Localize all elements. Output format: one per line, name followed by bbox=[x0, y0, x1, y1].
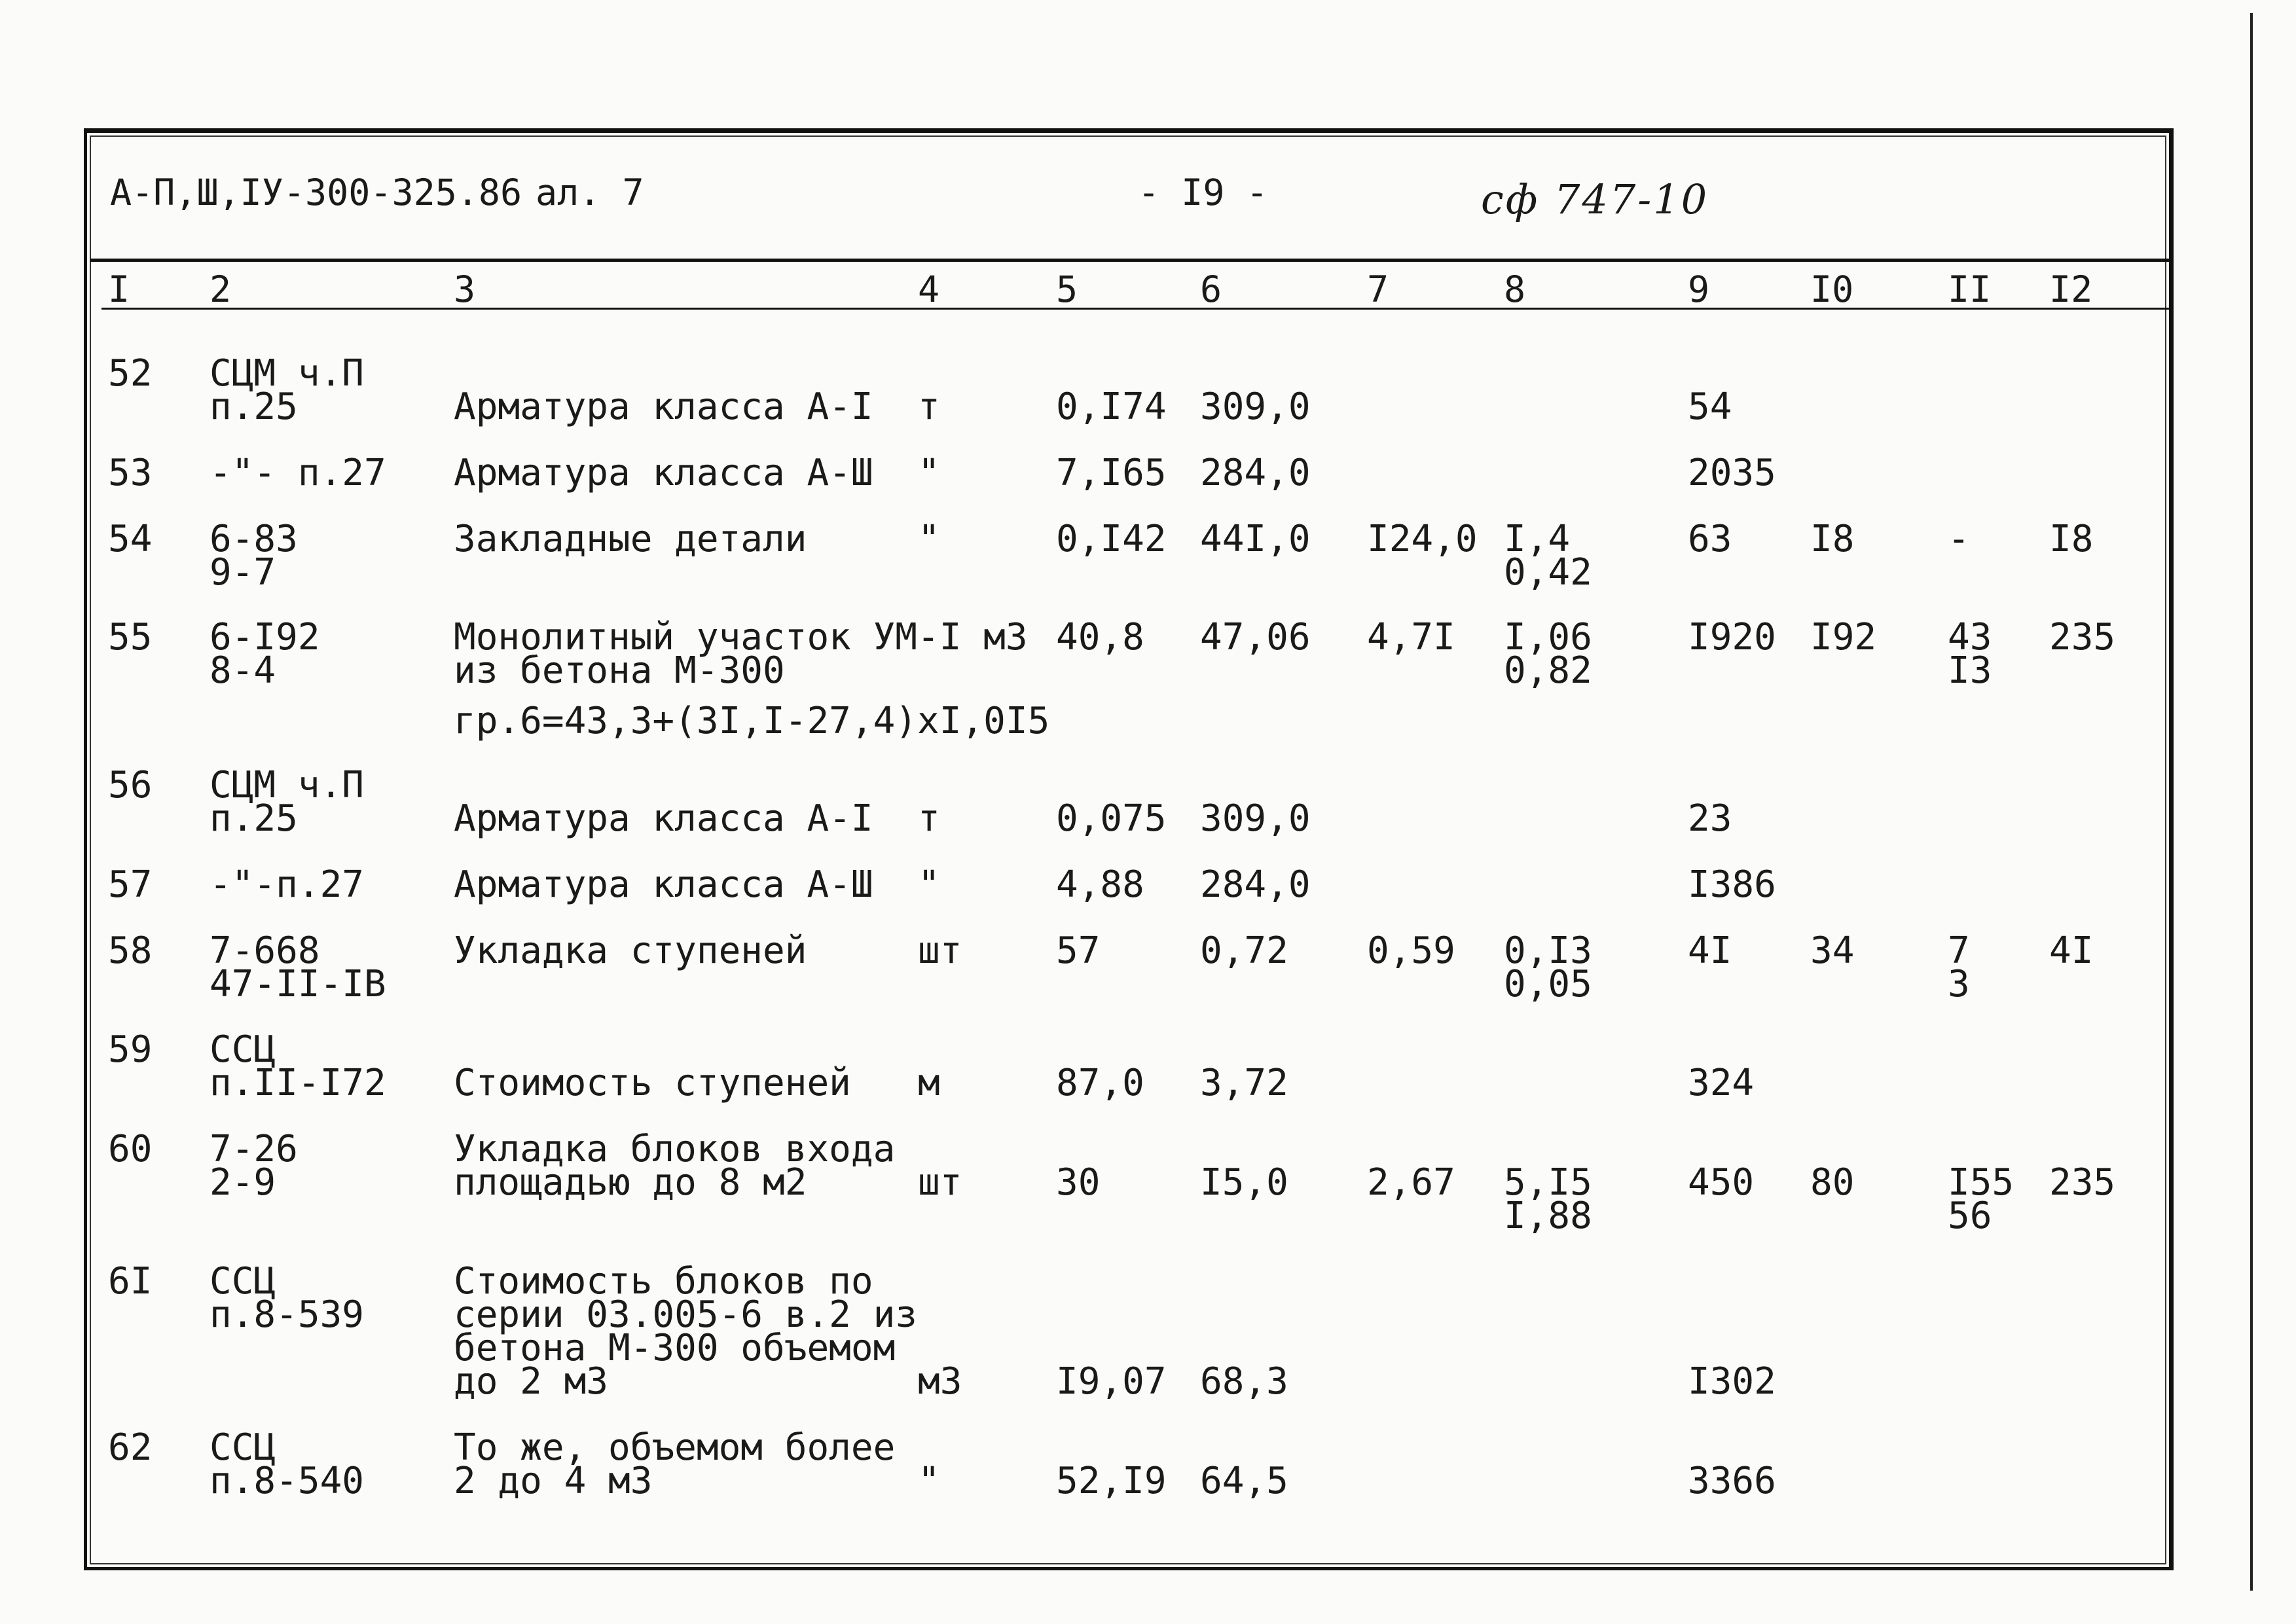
row-col9: 324 bbox=[1688, 1062, 1755, 1104]
column-header: 2 bbox=[210, 268, 232, 310]
page-number: - I9 - bbox=[1138, 171, 1268, 213]
row-price: 309,0 bbox=[1200, 797, 1311, 840]
row-reference: ССЦ п.II-I72 bbox=[210, 1028, 386, 1104]
row-col9: 3366 bbox=[1688, 1460, 1776, 1502]
row-quantity: 4,88 bbox=[1056, 863, 1144, 906]
row-price: 68,3 bbox=[1200, 1360, 1288, 1403]
row-col12: 235 bbox=[2049, 1161, 2116, 1204]
column-header: 8 bbox=[1504, 268, 1526, 310]
row-name: Укладка блоков входа площадью до 8 м2 bbox=[454, 1128, 896, 1204]
row-name: Арматура класса А-Ш bbox=[454, 452, 873, 494]
row-price: 47,06 bbox=[1200, 616, 1311, 659]
row-reference: -"- п.27 bbox=[210, 452, 386, 494]
row-unit: " bbox=[918, 452, 940, 494]
row-number: 55 bbox=[108, 616, 153, 659]
row-col11: I55 56 bbox=[1948, 1161, 2014, 1237]
row-number: 54 bbox=[108, 518, 153, 560]
handwritten-code: сф 747-10 bbox=[1481, 175, 1709, 223]
row-price: I5,0 bbox=[1200, 1161, 1288, 1204]
page-frame bbox=[84, 128, 2174, 1570]
row-col9: 450 bbox=[1688, 1161, 1755, 1204]
row-col9: I386 bbox=[1688, 863, 1776, 906]
row-reference: СЦМ ч.П п.25 bbox=[210, 352, 365, 428]
row-price: 284,0 bbox=[1200, 863, 1311, 906]
row-reference: 7-26 2-9 bbox=[210, 1128, 298, 1204]
row-reference: СЦМ ч.П п.25 bbox=[210, 764, 365, 840]
row-col10: 34 bbox=[1810, 929, 1855, 972]
row-name: Арматура класса А-I bbox=[454, 386, 873, 428]
row-col12: 235 bbox=[2049, 616, 2116, 659]
row-number: 59 bbox=[108, 1028, 153, 1071]
row-col11: 7 3 bbox=[1948, 929, 1970, 1005]
row-quantity: 52,I9 bbox=[1056, 1460, 1167, 1502]
row-quantity: 7,I65 bbox=[1056, 452, 1167, 494]
row-col9: 2035 bbox=[1688, 452, 1776, 494]
row-col9: 54 bbox=[1688, 386, 1732, 428]
header-rule bbox=[90, 259, 2169, 262]
row-number: 53 bbox=[108, 452, 153, 494]
column-header: I2 bbox=[2049, 268, 2093, 310]
row-price: 284,0 bbox=[1200, 452, 1311, 494]
row-number: 6I bbox=[108, 1260, 153, 1303]
row-price: 309,0 bbox=[1200, 386, 1311, 428]
row-col11: 43 I3 bbox=[1948, 616, 1992, 692]
column-header: 9 bbox=[1688, 268, 1710, 310]
row-unit: м bbox=[918, 1062, 940, 1104]
row-price: 3,72 bbox=[1200, 1062, 1288, 1104]
row-quantity: 57 bbox=[1056, 929, 1101, 972]
row-col10: I92 bbox=[1810, 616, 1877, 659]
right-margin-line bbox=[2250, 13, 2253, 1591]
row-col12: I8 bbox=[2049, 518, 2094, 560]
row-col9: I302 bbox=[1688, 1360, 1776, 1403]
column-header: 3 bbox=[454, 268, 476, 310]
row-unit: т bbox=[918, 797, 940, 840]
row-name: Укладка ступеней bbox=[454, 929, 807, 972]
row-quantity: 0,I74 bbox=[1056, 386, 1167, 428]
row-col10: I8 bbox=[1810, 518, 1855, 560]
row-number: 57 bbox=[108, 863, 153, 906]
row-number: 52 bbox=[108, 352, 153, 395]
row-reference: 6-I92 8-4 bbox=[210, 616, 320, 692]
column-header: I bbox=[108, 268, 130, 310]
row-number: 58 bbox=[108, 929, 153, 972]
row-col10: 80 bbox=[1810, 1161, 1855, 1204]
column-header: II bbox=[1948, 268, 1992, 310]
row-name: Монолитный участок УМ-I м3 из бетона М-300 bbox=[454, 616, 1028, 692]
row-name: Стоимость блоков по серии 03.005-6 в.2 из бетона М-300 объемом до 2 м3 bbox=[454, 1260, 918, 1403]
row-price: 44I,0 bbox=[1200, 518, 1311, 560]
row-col8: 0,I3 0,05 bbox=[1504, 929, 1592, 1005]
document-code: А-П,Ш,IУ-300-325.86 bbox=[110, 171, 522, 213]
column-header-rule bbox=[101, 308, 2169, 310]
row-reference: -"-п.27 bbox=[210, 863, 365, 906]
row-col12: 4I bbox=[2049, 929, 2094, 972]
row-name: Арматура класса А-I bbox=[454, 797, 873, 840]
row-quantity: 87,0 bbox=[1056, 1062, 1144, 1104]
row-quantity: 0,075 bbox=[1056, 797, 1167, 840]
row-name: Стоимость ступеней bbox=[454, 1062, 851, 1104]
row-unit: шт bbox=[918, 929, 962, 972]
sheet-number: ал. 7 bbox=[536, 171, 644, 213]
row-price: 64,5 bbox=[1200, 1460, 1288, 1502]
row-col7: 4,7I bbox=[1367, 616, 1455, 659]
row-price: 0,72 bbox=[1200, 929, 1288, 972]
row-reference: ССЦ п.8-539 bbox=[210, 1260, 365, 1336]
row-unit: шт bbox=[918, 1161, 962, 1204]
column-header: I0 bbox=[1810, 268, 1854, 310]
row-name: Арматура класса А-Ш bbox=[454, 863, 873, 906]
row-name: Закладные детали bbox=[454, 518, 807, 560]
row-col9: 23 bbox=[1688, 797, 1732, 840]
row-col9: I920 bbox=[1688, 616, 1776, 659]
row-unit: " bbox=[918, 1460, 940, 1502]
row-quantity: I9,07 bbox=[1056, 1360, 1167, 1403]
row-col11: - bbox=[1948, 518, 1970, 560]
column-header: 7 bbox=[1367, 268, 1389, 310]
row-number: 62 bbox=[108, 1426, 153, 1469]
row-col8: I,4 0,42 bbox=[1504, 518, 1592, 594]
row-name: То же, объемом более 2 до 4 м3 bbox=[454, 1426, 896, 1502]
row-col7: 2,67 bbox=[1367, 1161, 1455, 1204]
row-number: 56 bbox=[108, 764, 153, 806]
row-reference: 6-83 9-7 bbox=[210, 518, 298, 594]
row-reference: 7-668 47-II-IВ bbox=[210, 929, 386, 1005]
row-col8: I,06 0,82 bbox=[1504, 616, 1592, 692]
row-quantity: 40,8 bbox=[1056, 616, 1144, 659]
row-reference: ССЦ п.8-540 bbox=[210, 1426, 365, 1502]
row-unit: т bbox=[918, 386, 940, 428]
row-col7: 0,59 bbox=[1367, 929, 1455, 972]
row-unit: " bbox=[918, 863, 940, 906]
row-quantity: 30 bbox=[1056, 1161, 1101, 1204]
row-col7: I24,0 bbox=[1367, 518, 1478, 560]
row-col9: 63 bbox=[1688, 518, 1732, 560]
column-header: 6 bbox=[1200, 268, 1222, 310]
row-unit: " bbox=[918, 518, 940, 560]
row-note: гр.6=43,3+(3I,I-27,4)хI,0I5 bbox=[454, 700, 1050, 742]
row-col8: 5,I5 I,88 bbox=[1504, 1161, 1592, 1237]
row-quantity: 0,I42 bbox=[1056, 518, 1167, 560]
column-header: 5 bbox=[1056, 268, 1078, 310]
row-unit: м3 bbox=[918, 1360, 962, 1403]
row-col9: 4I bbox=[1688, 929, 1732, 972]
row-number: 60 bbox=[108, 1128, 153, 1170]
column-header: 4 bbox=[918, 268, 940, 310]
